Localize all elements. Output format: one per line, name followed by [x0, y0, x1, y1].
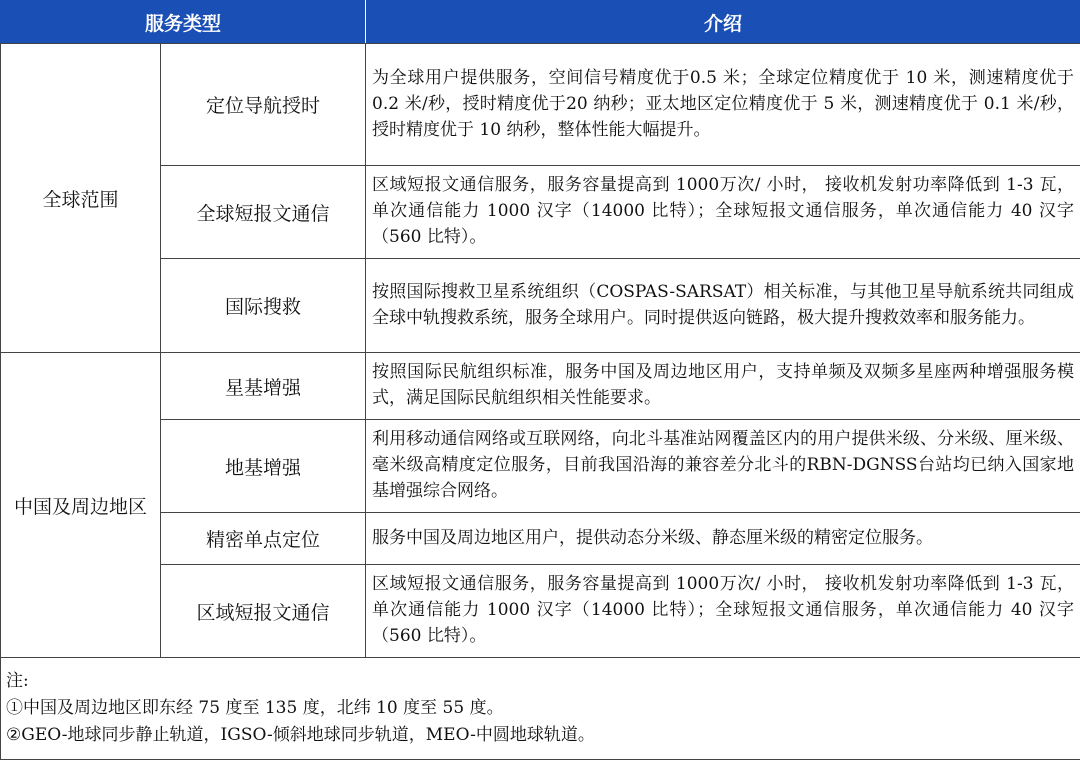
service-cell: 星基增强 — [161, 353, 366, 420]
notes-cell — [1, 658, 1080, 760]
region-cell-global: 全球范围 — [1, 44, 161, 353]
notes-row — [1, 658, 1080, 760]
description-cell: 利用移动通信网络或互联网络，向北斗基准站网覆盖区内的用户提供米级、分米级、厘米级、毫米级高精度定位服务，目前我国沿海的兼容差分北斗的RBN-DGNSS台站均已纳入国家地基增强综合网络。 — [366, 420, 1080, 513]
description-cell: 区域短报文通信服务，服务容量提高到 1000万次/ 小时， 接收机发射功率降低到 1-3 瓦， 单次通信能力 1000 汉字（14000 比特）；全球短报文通信服务，单次通信能力 40 汉字（560 比特）。 — [366, 166, 1080, 259]
service-cell: 全球短报文通信 — [161, 166, 366, 259]
table-row — [1, 259, 1080, 353]
table-row — [1, 166, 1080, 259]
description-cell: 按照国际民航组织标准，服务中国及周边地区用户，支持单频及双频多星座两种增强服务模式，满足国际民航组织相关性能要求。 — [366, 353, 1080, 420]
table-row — [1, 353, 1080, 420]
table-row — [1, 565, 1080, 658]
table-row — [1, 513, 1080, 565]
service-cell: 精密单点定位 — [161, 513, 366, 565]
description-cell: 区域短报文通信服务，服务容量提高到 1000万次/ 小时， 接收机发射功率降低到 1-3 瓦， 单次通信能力 1000 汉字（14000 比特）；全球短报文通信服务，单次通信能力 40 汉字（560 比特）。 — [366, 565, 1080, 658]
table-header-row — [1, 1, 1080, 44]
header-service-type: 服务类型 — [1, 1, 366, 44]
table-row — [1, 44, 1080, 166]
description-cell: 服务中国及周边地区用户，提供动态分米级、静态厘米级的精密定位服务。 — [366, 513, 1080, 565]
description-cell: 按照国际搜救卫星系统组织（COSPAS-SARSAT）相关标准，与其他卫星导航系统共同组成全球中轨搜救系统，服务全球用户。同时提供返向链路，极大提升搜救效率和服务能力。 — [366, 259, 1080, 353]
note-line: ②GEO-地球同步静止轨道，IGSO-倾斜地球同步轨道，MEO-中圆地球轨道。 — [6, 722, 1074, 749]
header-intro: 介绍 — [366, 1, 1080, 44]
note-line: ①中国及周边地区即东经 75 度至 135 度，北纬 10 度至 55 度。 — [6, 695, 1074, 722]
service-cell: 地基增强 — [161, 420, 366, 513]
service-cell: 定位导航授时 — [161, 44, 366, 166]
description-cell: 为全球用户提供服务，空间信号精度优于0.5 米；全球定位精度优于 10 米，测速精度优于 0.2 米/秒，授时精度优于20 纳秒；亚太地区定位精度优于 5 米，测速精度优于 0.1 米/秒，授时精度优于 10 纳秒，整体性能大幅提升。 — [366, 44, 1080, 166]
table-row — [1, 420, 1080, 513]
service-cell: 区域短报文通信 — [161, 565, 366, 658]
service-cell: 国际搜救 — [161, 259, 366, 353]
region-cell-china: 中国及周边地区 — [1, 353, 161, 658]
notes-title: 注: — [6, 668, 1074, 695]
